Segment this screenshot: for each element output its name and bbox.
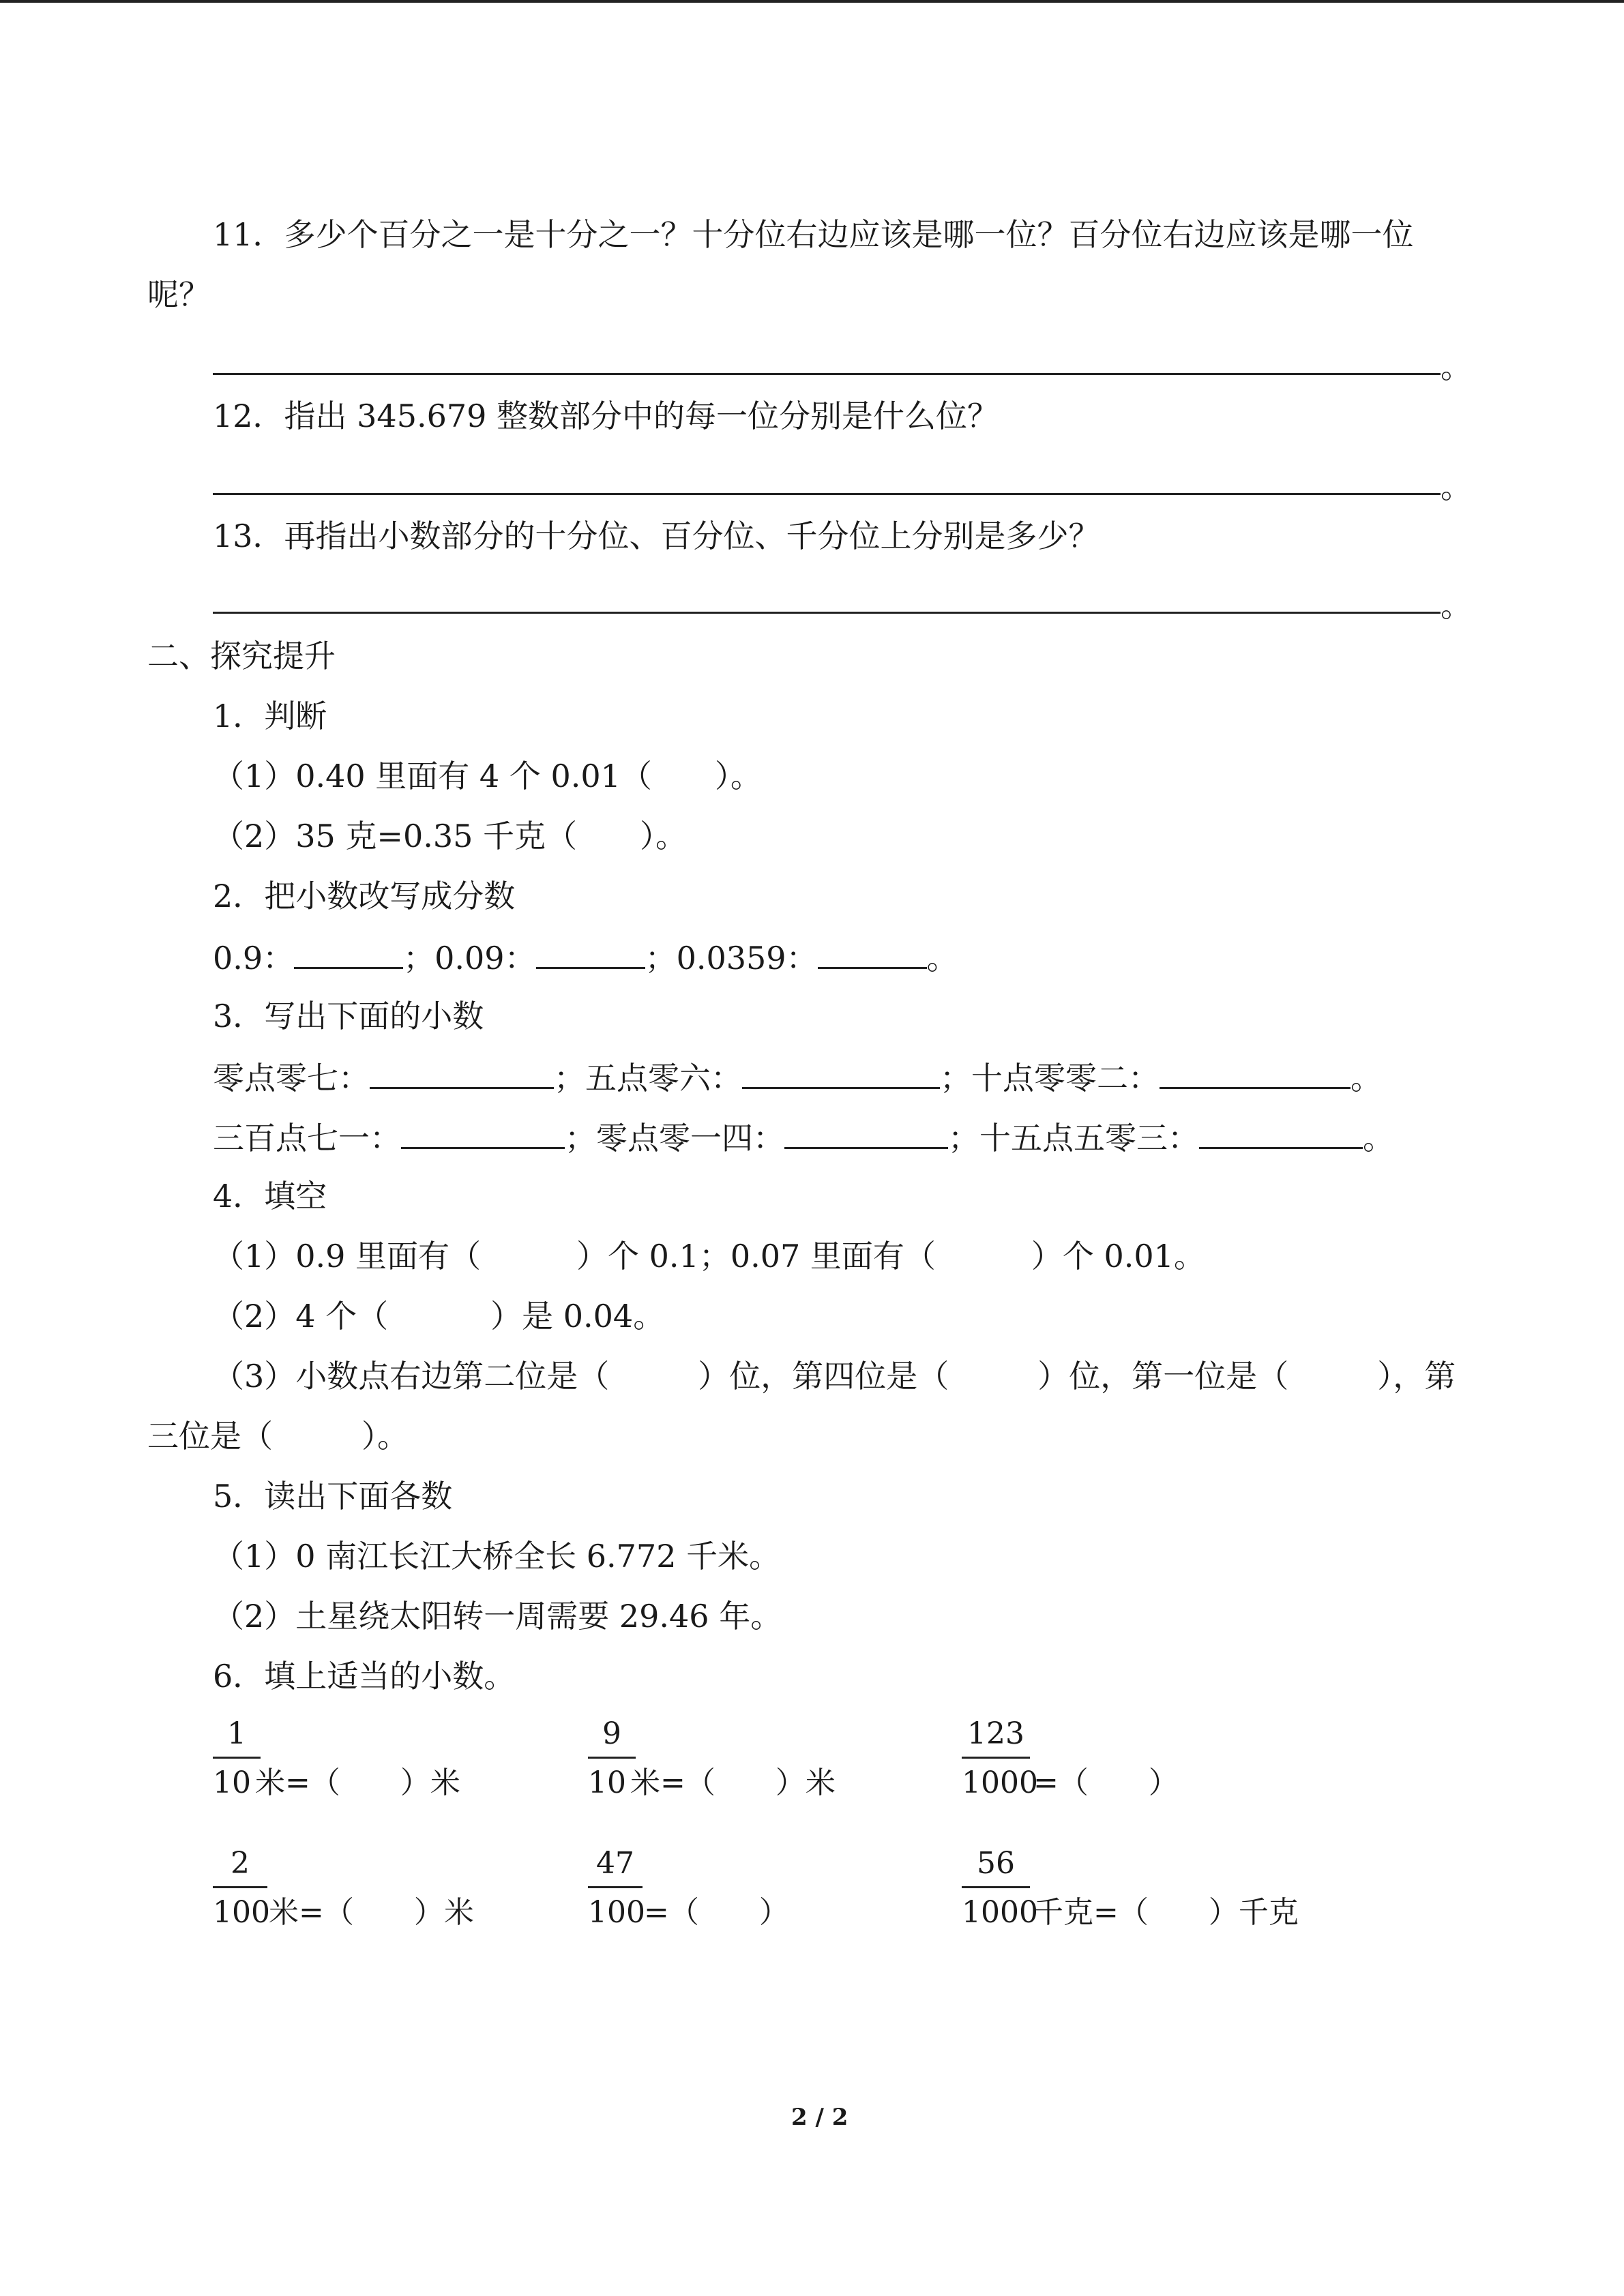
- p4-item1: （1）0.9 里面有（ ）个 0.1；0.07 里面有（ ）个 0.01。: [213, 1238, 1205, 1274]
- fraction-numerator: 47: [596, 1846, 634, 1881]
- fraction-denominator: 100: [213, 1895, 270, 1930]
- p1-item1: （1）0.40 里面有 4 个 0.01（ ）。: [213, 758, 762, 794]
- p2-blank-a[interactable]: [294, 936, 403, 969]
- p1-title: 1．判断: [213, 698, 327, 734]
- p2-blank-b[interactable]: [536, 936, 645, 969]
- fraction-equation[interactable]: 千克=（ ）千克: [1033, 1895, 1299, 1930]
- top-border-rule: [0, 0, 1624, 3]
- fraction-numerator: 2: [231, 1846, 250, 1881]
- p3-blank-2b[interactable]: [784, 1116, 948, 1149]
- fraction-bar: [962, 1886, 1030, 1888]
- p2-row: 0.9： ；0.09： ；0.0359： 。: [213, 936, 958, 979]
- fraction-equation[interactable]: 米=（ ）米: [255, 1765, 460, 1800]
- fraction-denominator: 1000: [962, 1765, 1038, 1800]
- fraction-bar: [213, 1757, 261, 1759]
- p4-item3: （3）小数点右边第二位是（ ）位，第四位是（ ）位，第一位是（ ），第: [213, 1358, 1456, 1395]
- fraction-numerator: 56: [977, 1846, 1015, 1881]
- fraction-denominator: 100: [588, 1895, 645, 1930]
- q11-answer-line[interactable]: [213, 373, 1441, 375]
- fraction-bar: [588, 1886, 643, 1888]
- p3-row2: 三百点七一： ；零点零一四： ；十五点五零三： 。: [213, 1116, 1394, 1159]
- p4-item3-cont: 三位是（ ）。: [147, 1418, 409, 1455]
- q13-end-mark: 。: [1441, 587, 1472, 624]
- fraction-denominator: 10: [213, 1765, 251, 1800]
- q11-line2: 呢？: [147, 276, 210, 313]
- section-title: 二、探究提升: [147, 638, 336, 674]
- q13-answer-line[interactable]: [213, 612, 1441, 614]
- p3-blank-1b[interactable]: [742, 1056, 940, 1089]
- p5-item1: （1）0 南江长江大桥全长 6.772 千米。: [213, 1538, 781, 1575]
- p5-title: 5．读出下面各数: [213, 1478, 453, 1515]
- p3-title: 3．写出下面的小数: [213, 998, 484, 1034]
- fraction-bar: [588, 1757, 636, 1759]
- q11-line1: 11．多少个百分之一是十分之一？十分位右边应该是哪一位？百分位右边应该是哪一位: [213, 216, 1414, 253]
- p1-item2: （2）35 克=0.35 千克（ ）。: [213, 818, 688, 854]
- p2-title: 2．把小数改写成分数: [213, 878, 516, 914]
- fraction-denominator: 10: [588, 1765, 626, 1800]
- fraction-numerator: 123: [967, 1716, 1024, 1751]
- p3-blank-2c[interactable]: [1199, 1116, 1363, 1149]
- fraction-equation[interactable]: 米=（ ）米: [630, 1765, 836, 1800]
- p4-item2: （2）4 个（ ）是 0.04。: [213, 1298, 665, 1335]
- p3-row1: 零点零七： ；五点零六： ；十点零零二： 。: [213, 1056, 1382, 1099]
- q12-answer-line[interactable]: [213, 493, 1441, 495]
- q12-end-mark: 。: [1441, 468, 1472, 505]
- p3-blank-1c[interactable]: [1160, 1056, 1350, 1089]
- p3-blank-2a[interactable]: [401, 1116, 565, 1149]
- fraction-equation[interactable]: 米=（ ）米: [269, 1895, 474, 1930]
- q11-end-mark: 。: [1441, 348, 1472, 385]
- fraction-numerator: 1: [227, 1716, 246, 1751]
- p3-blank-1a[interactable]: [370, 1056, 554, 1089]
- fraction-bar: [213, 1886, 267, 1888]
- fraction-denominator: 1000: [962, 1895, 1038, 1930]
- p2-blank-c[interactable]: [818, 936, 927, 969]
- p5-item2: （2）土星绕太阳转一周需要 29.46 年。: [213, 1598, 782, 1635]
- page-number: 2 / 2: [791, 2104, 848, 2131]
- p6-title: 6．填上适当的小数。: [213, 1658, 516, 1695]
- fraction-equation[interactable]: =（ ）: [1033, 1765, 1179, 1800]
- q12-text: 12．指出 345.679 整数部分中的每一位分别是什么位？: [213, 398, 999, 434]
- fraction-equation[interactable]: =（ ）: [644, 1895, 789, 1930]
- fraction-bar: [962, 1757, 1030, 1759]
- q13-text: 13．再指出小数部分的十分位、百分位、千分位上分别是多少？: [213, 518, 1100, 554]
- p4-title: 4．填空: [213, 1178, 327, 1214]
- fraction-numerator: 9: [602, 1716, 621, 1751]
